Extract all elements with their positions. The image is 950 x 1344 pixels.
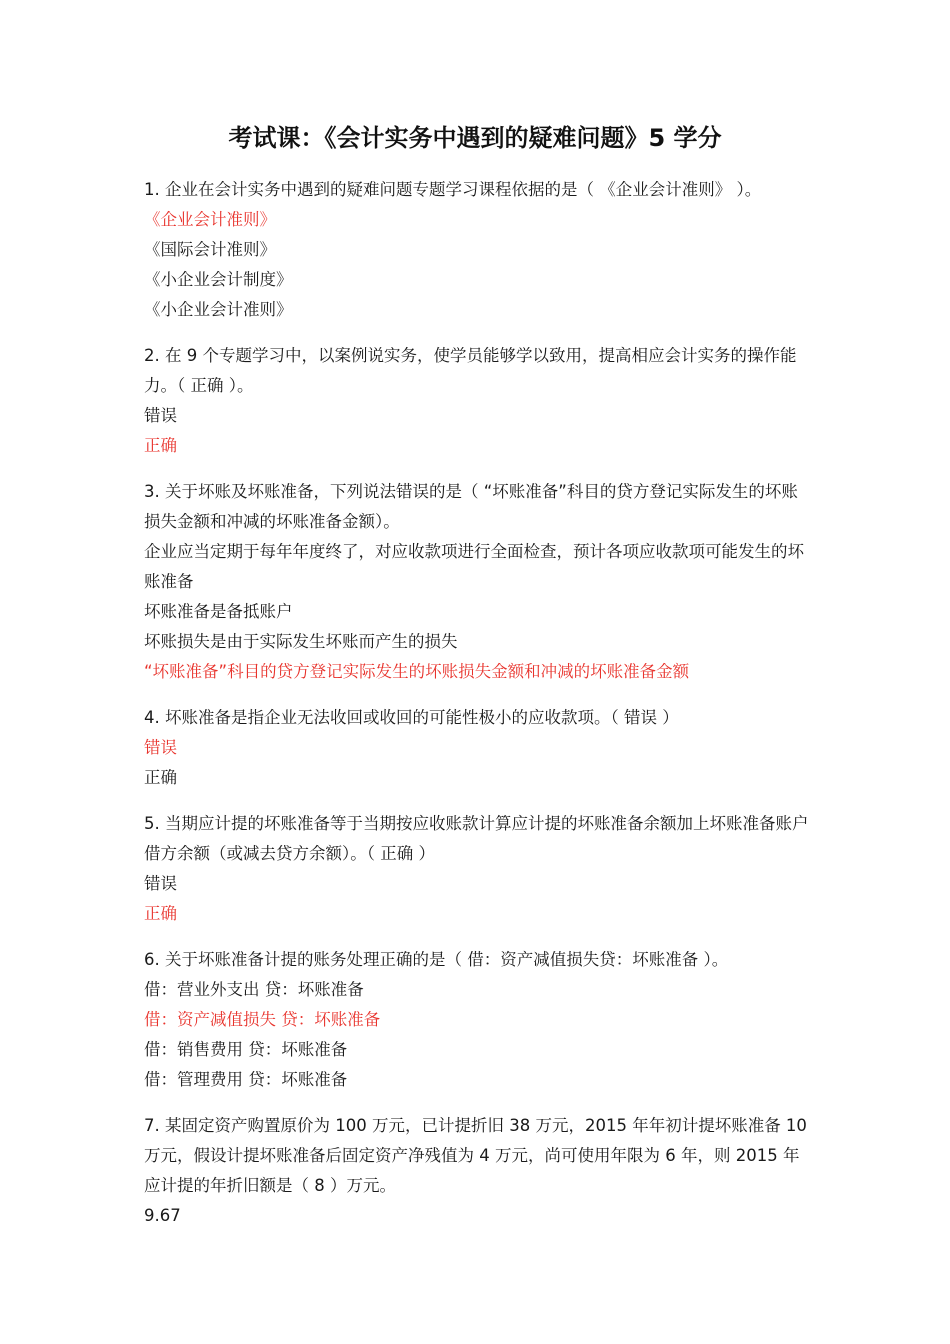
option: 《小企业会计制度》 — [144, 270, 293, 289]
option-correct: “坏账准备”科目的贷方登记实际发生的坏账损失金额和冲减的坏账准备金额 — [144, 662, 690, 681]
option: 借：管理费用 贷：坏账准备 — [144, 1070, 348, 1089]
question-6 — [144, 945, 810, 1095]
option: 借：营业外支出 贷：坏账准备 — [144, 980, 364, 999]
option: 错误 — [144, 406, 177, 425]
option: 坏账损失是由于实际发生坏账而产生的损失 — [144, 632, 458, 651]
option-correct: 错误 — [144, 738, 177, 757]
question-stem: 6. 关于坏账准备计提的账务处理正确的是（ 借：资产减值损失贷：坏账准备 ）。 — [144, 950, 729, 969]
question-1 — [144, 175, 810, 325]
question-stem: 5. 当期应计提的坏账准备等于当期按应收账款计算应计提的坏账准备余额加上坏账准备账户借方余额（或减去贷方余额）。（ 正确 ） — [144, 814, 809, 863]
option-correct: 《企业会计准则》 — [144, 210, 276, 229]
question-5 — [144, 809, 810, 929]
option-correct: 借：资产减值损失 贷：坏账准备 — [144, 1010, 381, 1029]
question-list — [144, 175, 810, 1247]
question-3 — [144, 477, 810, 687]
option: 借：销售费用 贷：坏账准备 — [144, 1040, 348, 1059]
question-stem: 2. 在 9 个专题学习中，以案例说实务，使学员能够学以致用，提高相应会计实务的操作能力。（ 正确 ）。 — [144, 346, 797, 395]
page-title: 考试课：《会计实务中遇到的疑难问题》5 学分 — [228, 124, 722, 152]
option: 《国际会计准则》 — [144, 240, 276, 259]
option: 错误 — [144, 874, 177, 893]
option-correct: 正确 — [144, 904, 177, 923]
question-stem: 1. 企业在会计实务中遇到的疑难问题专题学习课程依据的是（ 《企业会计准则》 ）。 — [144, 180, 762, 199]
question-stem: 3. 关于坏账及坏账准备，下列说法错误的是（ “坏账准备”科目的贷方登记实际发生的坏账损失金额和冲减的坏账准备金额）。 — [144, 482, 798, 531]
question-stem: 7. 某固定资产购置原价为 100 万元，已计提折旧 38 万元，2015 年年初计提坏账准备 10 万元，假设计提坏账准备后固定资产净残值为 4 万元，尚可使用年限为 6 年，则 2015 年应计提的年折旧额是（ 8 ）万元。 — [144, 1116, 807, 1195]
question-4 — [144, 703, 810, 793]
question-2 — [144, 341, 810, 461]
question-7 — [144, 1111, 810, 1231]
option: 9.67 — [144, 1206, 181, 1225]
question-stem: 4. 坏账准备是指企业无法收回或收回的可能性极小的应收款项。（ 错误 ） — [144, 708, 679, 727]
option: 坏账准备是备抵账户 — [144, 602, 293, 621]
option: 企业应当定期于每年年度终了，对应收款项进行全面检查，预计各项应收款项可能发生的坏账准备 — [144, 542, 804, 591]
option: 《小企业会计准则》 — [144, 300, 293, 319]
option: 正确 — [144, 768, 177, 787]
option-correct: 正确 — [144, 436, 177, 455]
